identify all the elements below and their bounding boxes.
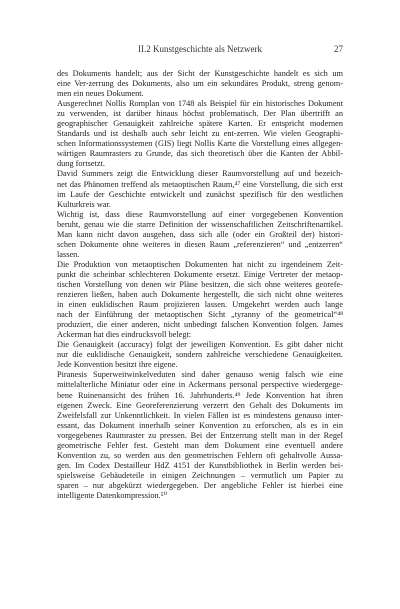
text-line: nach der Einführung der metaoptischen Sicht „tyranny of the geometrical“⁴⁸ [57,310,343,320]
text-line: geometrische Fehler fest. Gesteht man dem Dokument eine eventuell andere [57,440,343,450]
text-line: Die Produktion von metaoptischen Dokumenten hat nicht zu irgendeinem Zeit- [57,259,343,269]
text-line: eigenen Zweck. Eine Georeferenzierung verzerrt den Gehalt des Dokuments im [57,400,343,410]
text-line: geographischer Genauigkeit zahlreiche spätere Karten. Er entspricht modernen [57,119,343,129]
text-line: produziert, die einer anderen, nicht unbedingt falschen Konvention folgen. James [57,320,343,330]
text-line: David Summers zeigt die Entwicklung dieser Raumvorstellung auf und bezeich- [57,169,343,179]
text-line: Ausgerechnet Nollis Romplan von 1748 als Beispiel für ein historisches Dokument [57,99,343,109]
page-number: 27 [334,44,343,54]
chapter-title: II.2 Kunstgeschichte als Netzwerk [138,44,262,54]
text-line: Wichtig ist, dass diese Raumvorstellung auf einer vorgegebenen Konvention [57,209,343,219]
text-line: Zweifelsfall zur Unkenntlichkeit. In vielen Fällen ist es mindestens genauso inter- [57,410,343,420]
text-line: renzieren ließen, haben auch Dokumente hergestellt, die sich nicht ohne weiteres [57,290,343,300]
text-line: mittelalterliche Miniatur oder eine in Ackermans personal perspective wiedergege- [57,380,343,390]
text-line: tischen Vorstellung von denen wir Pläne besitzen, die sich ohne weiteres georefe- [57,279,343,289]
text-line: des Dokuments handelt; aus der Sicht der Kunstgeschichte handelt es sich um [57,69,343,78]
text-line: Standards und ist deshalb auch sehr leicht zu ent-zerren. Wie vielen Geographi- [57,129,343,139]
text-line: men ein neues Dokument. [57,89,144,99]
text-line: Kulturkreis war. [57,199,111,209]
text-line: punkt die scheinbar schlechteren Dokumente ersetzt. Einige Vertreter der metaop- [57,269,343,279]
text-line: sparen – nur abgekürzt wiedergegeben. Der angebliche Fehler ist hierbei eine [57,480,343,490]
text-line: dung fortsetzt. [57,159,105,169]
text-line: nur die euklidische Genauigkeit, sondern zahlreiche verschiedene Genauigkeiten. [57,350,343,360]
text-line: intelligente Datenkompression.⁵⁰ [57,490,167,500]
text-line: vorgegebenes Raumraster zu pressen. Bei der Entzerrung stellt man in der Regel [57,430,343,440]
text-line: zu verwenden, ist darüber hinaus höchst problematisch. Der Plan übertrifft an [57,109,343,119]
text-line: schen Dokumente ohne weiteres in diesen Raum „referenzieren“ und „entzerren“ [57,239,343,249]
text-line: lassen. [57,249,80,259]
text-line: eine Ver-zerrung des Dokuments, also um ein sekundäres Produkt, streng genom- [57,79,343,89]
text-line: Die Genauigkeit (accuracy) folgt der jeweiligen Konvention. Es gibt daher nicht [57,340,343,350]
text-line: gen. Im Codex Destailleur HdZ 4151 der Kunstbibliothek in Berlin werden bei- [57,460,343,470]
running-header [57,44,343,58]
text-line: beruht, genau wie die starre Definition der wissenschaftlichen Zeitschriftenartikel. [57,219,343,229]
text-line: wärtigen Raumrasters zu Grunde, das sich theoretisch über die Kanten der Abbil- [57,149,343,159]
body-text [57,69,343,501]
text-line: in einen euklidischen Raum projizieren lassen. Umgekehrt werden auch lange [57,300,343,310]
text-line: Ackerman hat dies eindrucksvoll belegt: [57,330,192,340]
text-line: Konvention zu, so werden aus den geometrischen Fehlern oft gehaltvolle Aussa- [57,450,343,460]
text-line: spielsweise Gebäudeteile in einigen Zeichnungen – vermutlich um Papier zu [57,470,343,480]
text-line: net das Phänomen treffend als metaoptischen Raum,⁴⁷ eine Vorstellung, die sich erst [57,179,343,189]
text-line: Piranesis Superweitwinkelveduten sind daher genauso wenig falsch wie eine [57,370,343,380]
text-line: bene Ruinenansicht des frühen 16. Jahrhunderts.⁴⁹ Jede Konvention hat ihren [57,390,343,400]
text-line: Man kann nicht davon ausgehen, dass sich alle (oder ein Großteil der) histori- [57,229,343,239]
text-line: im Laufe der Geschichte entwickelt und zunächst spezifisch für den westlichen [57,189,343,199]
text-line: schen Informationssystemen (GIS) liegt Nollis Karte die Vorstellung eines allgegen- [57,139,343,149]
text-line: essant, das Dokument innerhalb seiner Konvention zu erforschen, als es in ein [57,420,343,430]
text-line: Jede Konvention besitzt ihre eigene. [57,360,178,370]
